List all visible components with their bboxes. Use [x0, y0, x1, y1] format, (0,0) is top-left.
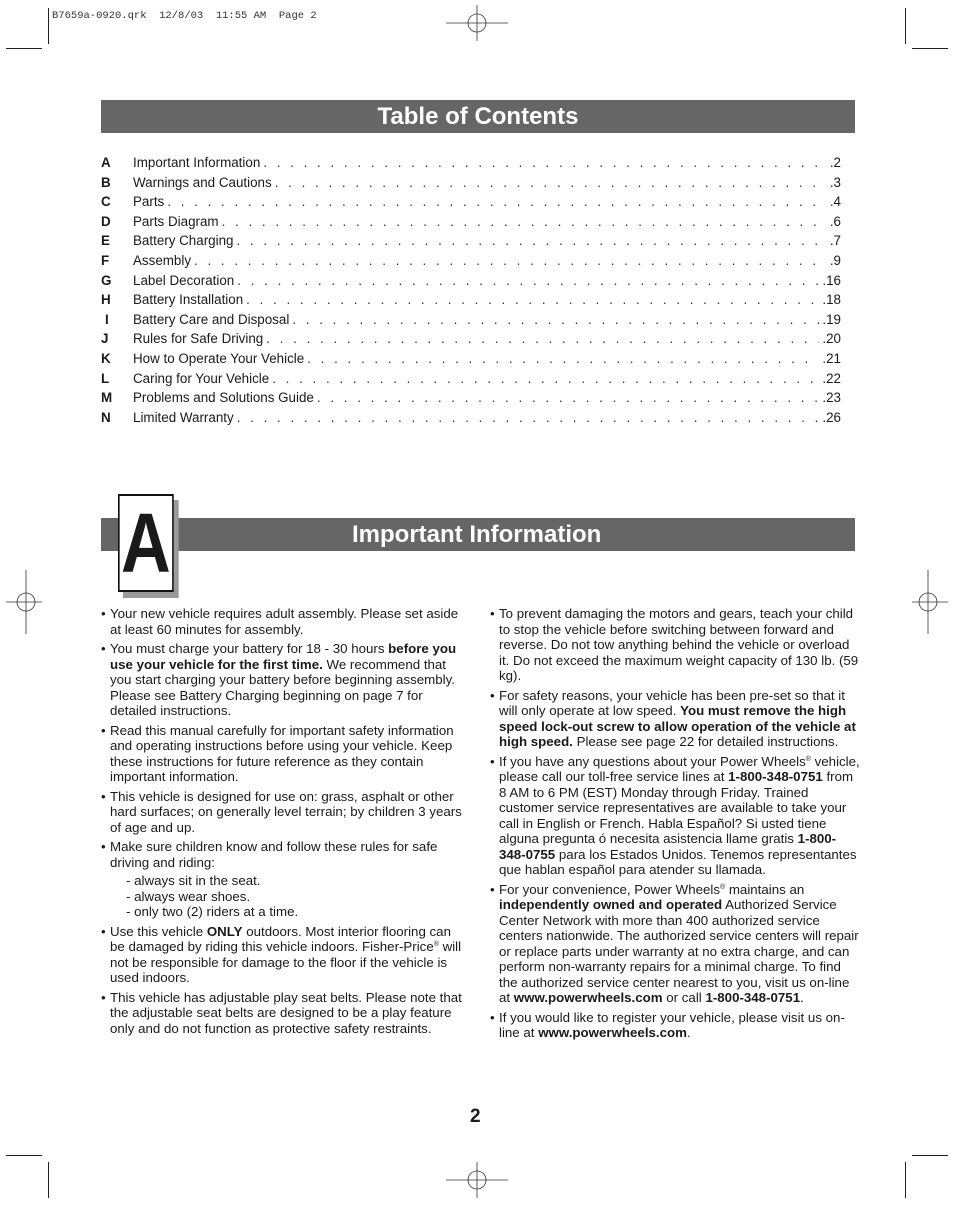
text: We recommend that you start charging your battery before beginning assembly. Please see Battery Charging beginning on page 7 for detailed instructions.: [110, 656, 455, 718]
section-heading: Important Information: [101, 518, 855, 551]
toc-leader: [222, 212, 827, 232]
toc-leader: [292, 310, 819, 330]
toc-leader: [275, 173, 827, 193]
text: .: [800, 990, 804, 1005]
registered-mark: ®: [805, 755, 811, 763]
sub-item: - always wear shoes.: [126, 888, 251, 904]
toc-leader: [263, 153, 827, 173]
registration-mark-icon: [446, 1162, 508, 1198]
toc-entry[interactable]: [101, 212, 841, 232]
text: This vehicle has adjustable play seat belts. Please note that the adjustable seat belts are designed to be a play feature only and do not function as protective safety restraints.: [110, 989, 462, 1036]
toc-leader: [307, 349, 819, 369]
text: This vehicle is designed for use on: grass, asphalt or other hard surfaces; on generally level terrain; by children 3 years of age and up.: [110, 788, 462, 835]
list-item: [490, 688, 862, 750]
list-item: [101, 723, 469, 785]
text: maintains an: [728, 881, 805, 897]
toc-page: .22: [822, 370, 841, 386]
toc-page: .7: [829, 233, 841, 249]
crop-mark: [6, 1155, 42, 1156]
text: If you have any questions about your Power Wheels: [499, 753, 806, 769]
toc-letter: F: [101, 252, 110, 268]
toc-letter: I: [105, 311, 109, 327]
toc-page: .9: [829, 252, 841, 268]
toc-leader: [237, 408, 820, 428]
text: Read this manual carefully for important safety information and operating instructions before using your vehicle. Keep these instructions for future reference as they contain important information.: [110, 722, 454, 784]
text: outdoors. Most interior flooring can be damaged by riding this vehicle indoors. Fisher-Price: [110, 923, 451, 954]
list-item: [490, 1010, 862, 1041]
toc-title: Caring for Your Vehicle: [133, 370, 270, 386]
crop-mark: [905, 1162, 906, 1198]
toc-title: Important Information: [133, 155, 261, 170]
toc-page: .19: [822, 311, 841, 327]
toc-letter: L: [101, 370, 110, 386]
toc-entry[interactable]: [101, 369, 841, 389]
toc-list: [101, 153, 841, 427]
toc-page: .4: [829, 194, 841, 210]
toc-leader: [246, 290, 819, 310]
toc-title: Battery Care and Disposal: [133, 311, 290, 327]
text: For your convenience, Power Wheels: [499, 881, 720, 897]
toc-page: .18: [822, 292, 841, 308]
list-item: [101, 641, 469, 719]
list-item: [101, 990, 469, 1037]
phone-number[interactable]: 1-800-348-0751: [728, 769, 823, 784]
toc-entry[interactable]: [101, 329, 841, 349]
text: .: [686, 1025, 691, 1040]
list-item: [490, 754, 862, 878]
toc-leader: [194, 251, 827, 271]
text: para los Estados Unidos. Tenemos representantes que hablan español para atender su llamada.: [499, 846, 857, 877]
toc-letter: M: [101, 390, 113, 406]
text: To prevent damaging the motors and gears, teach your child to stop the vehicle before switching between forward and reverse. Do not tow anything behind the vehicle or overload it. Do not exceed the maximum weight capacity of 130 lb. (59 kg).: [499, 606, 859, 683]
toc-entry[interactable]: [101, 192, 841, 212]
page-number: 2: [470, 1106, 481, 1127]
registration-mark-icon: [446, 5, 508, 41]
toc-title: Limited Warranty: [133, 409, 234, 425]
toc-leader: [317, 388, 819, 408]
phone-number[interactable]: 1-800-348-0755: [499, 831, 837, 862]
toc-title: Problems and Solutions Guide: [133, 390, 314, 406]
text: Please see page 22 for detailed instructions.: [576, 734, 839, 749]
toc-entry[interactable]: [101, 251, 841, 271]
emphasis: You must remove the high speed lock-out screw to allow operation of the vehicle at high speed.: [499, 703, 856, 749]
toc-letter: A: [101, 155, 111, 170]
toc-title: Rules for Safe Driving: [133, 331, 264, 347]
website-link[interactable]: www.powerwheels.com: [513, 990, 663, 1005]
website-link[interactable]: www.powerwheels.com: [538, 1025, 687, 1040]
registered-mark: ®: [433, 941, 439, 948]
text: Make sure children know and follow these rules for safe driving and riding:: [110, 839, 438, 870]
toc-page: .16: [822, 272, 841, 288]
toc-letter: C: [101, 194, 111, 210]
toc-letter: E: [101, 233, 110, 249]
list-item: [101, 606, 469, 637]
right-column: [490, 606, 862, 1045]
text: vehicle, please call our toll-free service lines at: [499, 753, 860, 784]
toc-leader: [236, 231, 826, 251]
toc-letter: H: [101, 292, 111, 308]
registered-mark: ®: [719, 883, 726, 891]
toc-title: Parts: [133, 194, 165, 210]
toc-entry[interactable]: [101, 153, 841, 173]
toc-entry[interactable]: [101, 271, 841, 291]
toc-page: .3: [829, 174, 841, 190]
toc-letter: G: [101, 272, 112, 288]
section-letter-badge: A: [118, 494, 174, 592]
toc-page: .6: [829, 213, 841, 229]
list-item: [101, 789, 469, 836]
toc-page: .20: [822, 331, 841, 347]
text: For safety reasons, your vehicle has been pre-set so that it will only operate at low speed.: [499, 687, 845, 718]
text: will not be responsible for damage to the floor if the vehicle is used indoors.: [110, 939, 462, 985]
toc-letter: D: [101, 213, 111, 229]
toc-entry[interactable]: [101, 173, 841, 193]
toc-leader: [237, 271, 819, 291]
toc-entry[interactable]: [101, 349, 841, 369]
toc-entry[interactable]: [101, 290, 841, 310]
crop-mark: [48, 1162, 49, 1198]
toc-leader: [266, 329, 819, 349]
toc-title: Warnings and Cautions: [133, 174, 272, 190]
left-column: [101, 606, 469, 1040]
toc-title: Parts Diagram: [133, 213, 219, 229]
list-item: [490, 882, 862, 1006]
text: Authorized Service Center Network with more than 400 authorized service centers nationwide. The authorized service centers will repair or replace parts under warranty at no extra charge, and can perform non-warranty repairs for a minimal charge. To find the authorized service center nearest to you, visit us on-line at: [499, 897, 859, 1005]
text: from 8 AM to 6 PM (EST) Monday through Friday. Trained customer service representatives are available to take your call in English or French. Habla Español? Si usted tiene alguna pregunta ó necesita asistencia llame gratis: [499, 769, 854, 846]
toc-entry[interactable]: [101, 231, 841, 251]
toc-page: .21: [822, 350, 841, 366]
toc-title: Assembly: [133, 252, 192, 268]
toc-entry[interactable]: [101, 310, 841, 330]
crop-mark: [912, 1155, 948, 1156]
text: Use this vehicle: [110, 923, 204, 939]
toc-letter: J: [101, 331, 109, 347]
sub-item: - only two (2) riders at a time.: [126, 904, 299, 919]
list-item: [490, 606, 862, 684]
registration-mark-icon: [6, 570, 42, 634]
toc-letter: K: [101, 350, 111, 366]
toc-entry[interactable]: [101, 408, 841, 428]
file-slug: B7659a-0920.qrk 12/8/03 11:55 AM Page 2: [52, 10, 317, 22]
toc-title: Label Decoration: [133, 272, 235, 288]
toc-heading: Table of Contents: [101, 100, 855, 133]
toc-letter: N: [101, 409, 111, 425]
text: Your new vehicle requires adult assembly. Please set aside at least 60 minutes for assembly.: [110, 606, 459, 637]
crop-mark: [912, 48, 948, 49]
list-item: [101, 924, 469, 986]
toc-title: How to Operate Your Vehicle: [133, 350, 305, 366]
list-item: [101, 839, 469, 870]
emphasis: ONLY: [206, 923, 243, 939]
registration-mark-icon: [912, 570, 948, 634]
phone-number[interactable]: 1-800-348-0751: [705, 990, 801, 1005]
emphasis: independently owned and operated: [499, 897, 723, 912]
toc-leader: [167, 192, 827, 212]
toc-page: .2: [829, 155, 841, 170]
text: or call: [666, 990, 702, 1005]
crop-mark: [905, 8, 906, 44]
toc-leader: [272, 369, 819, 389]
toc-entry[interactable]: [101, 388, 841, 408]
emphasis: before you use your vehicle for the first time.: [110, 641, 457, 672]
toc-title: Battery Installation: [133, 292, 244, 308]
toc-letter: B: [101, 174, 111, 190]
text: If you would like to register your vehicle, please visit us on-line at: [499, 1009, 845, 1040]
crop-mark: [6, 48, 42, 49]
toc-page: .26: [822, 409, 841, 425]
toc-page: .23: [822, 390, 841, 406]
sub-item: - always sit in the seat.: [126, 873, 261, 888]
crop-mark: [48, 8, 49, 44]
text: You must charge your battery for 18 - 30 hours: [110, 641, 385, 656]
toc-title: Battery Charging: [133, 233, 234, 249]
